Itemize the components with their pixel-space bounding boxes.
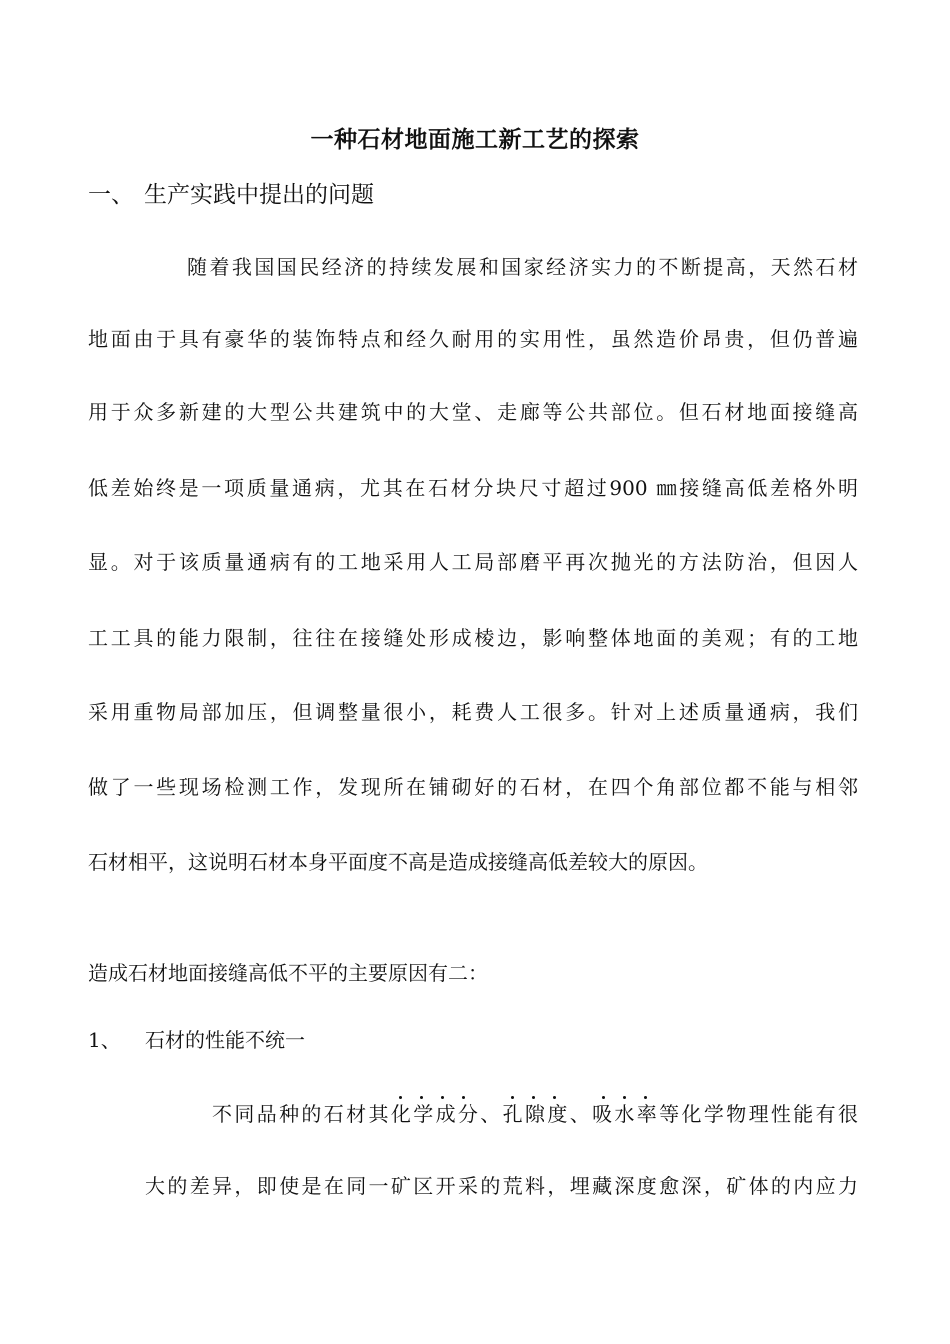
- paragraph-line: 大的差异，即使是在同一矿区开采的荒料，埋藏深度愈深，矿体的内应力: [145, 1174, 858, 1198]
- causes-intro: 造成石材地面接缝高低不平的主要原因有二：: [88, 961, 488, 985]
- subsection-number: 1、: [88, 1028, 121, 1052]
- emphasis-dot: [602, 1096, 605, 1099]
- subsection-label: 石材的性能不统一: [145, 1028, 305, 1052]
- emphasis-dot: [532, 1096, 535, 1099]
- paragraph-line: 显。对于该质量通病有的工地采用人工局部磨平再次抛光的方法防治，但因人: [88, 550, 858, 574]
- paragraph-line: 不同品种的石材其化学成分、孔隙度、吸水率等化学物理性能有很: [212, 1102, 858, 1126]
- emphasis-dot: [553, 1096, 556, 1099]
- paragraph-line: 低差始终是一项质量通病，尤其在石材分块尺寸超过900 ㎜接缝高低差格外明: [88, 476, 858, 500]
- emphasis-dot: [399, 1096, 402, 1099]
- emphasis-dot: [644, 1096, 647, 1099]
- paragraph-line: 用于众多新建的大型公共建筑中的大堂、走廊等公共部位。但石材地面接缝高: [88, 400, 858, 424]
- paragraph-line: 采用重物局部加压，但调整量很小，耗费人工很多。针对上述质量通病，我们: [88, 700, 858, 724]
- emphasis-dot: [623, 1096, 626, 1099]
- emphasis-dot: [441, 1096, 444, 1099]
- emphasis-dot: [462, 1096, 465, 1099]
- emphasis-dot: [511, 1096, 514, 1099]
- paragraph-line: 地面由于具有豪华的装饰特点和经久耐用的实用性，虽然造价昂贵，但仍普遍: [88, 327, 858, 351]
- subsection-heading: [88, 1026, 305, 1054]
- section-number: 一、: [88, 182, 134, 208]
- paragraph-line: 石材相平，这说明石材本身平面度不高是造成接缝高低差较大的原因。: [88, 850, 708, 874]
- page-title: 一种石材地面施工新工艺的探索: [310, 126, 640, 153]
- paragraph-line: 随着我国国民经济的持续发展和国家经济实力的不断提高，天然石材: [187, 255, 858, 279]
- paragraph-line: 做了一些现场检测工作，发现所在铺砌好的石材，在四个角部位都不能与相邻: [88, 775, 858, 799]
- paragraph-line: 工工具的能力限制，往往在接缝处形成棱边，影响整体地面的美观；有的工地: [88, 626, 858, 650]
- emphasis-dot: [420, 1096, 423, 1099]
- section-heading: [88, 178, 374, 212]
- section-heading-text: 生产实践中提出的问题: [144, 182, 374, 208]
